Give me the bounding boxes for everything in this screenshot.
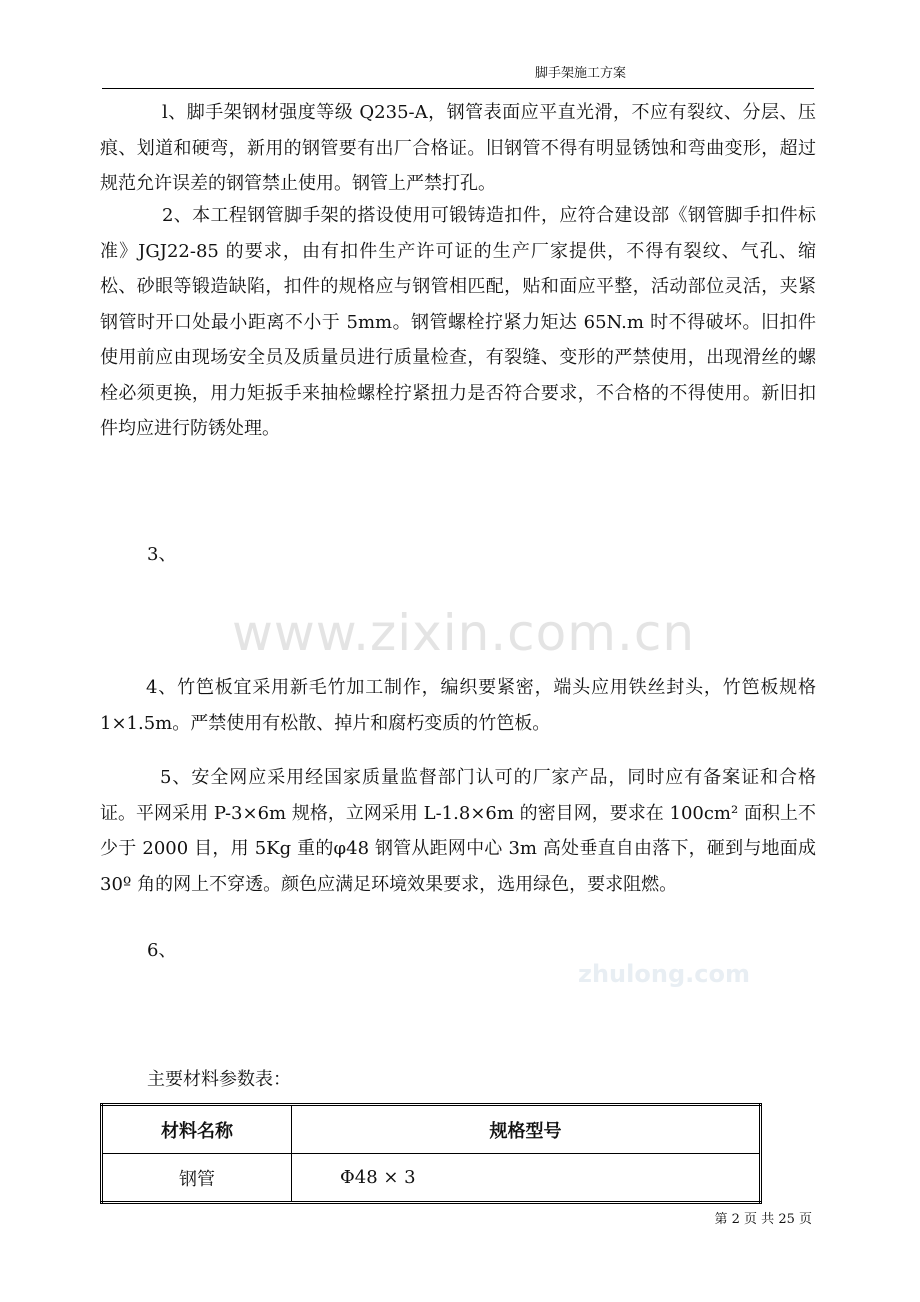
paragraph-4: 4、竹笆板宜采用新毛竹加工制作，编织要紧密，端头应用铁丝封头，竹笆板规格 1×1.5m。严禁使用有松散、掉片和腐朽变质的竹笆板。 (100, 677, 816, 734)
materials-table (100, 1103, 762, 1204)
cell-material: 钢管 (102, 1154, 292, 1203)
table-header-row (102, 1105, 761, 1154)
watermark-main: www.zixin.com.cn (232, 604, 696, 662)
header-material-name: 材料名称 (102, 1105, 292, 1154)
table-row (102, 1154, 761, 1203)
paragraph-2: 2、本工程钢管脚手架的搭设使用可锻铸造扣件，应符合建设部《钢管脚手扣件标准》JGJ22-85 的要求，由有扣件生产许可证的生产厂家提供，不得有裂纹、气孔、缩松、砂眼等锻造缺陷，扣件的规格应与钢管相匹配，贴和面应平整，活动部位灵活，夹紧钢管时开口处最小距离不小于 5mm。钢管螺栓拧紧力矩达 65N.m 时不得破坏。旧扣件使用前应由现场安全员及质量员进行质量检查，有裂缝、变形的严禁使用，出现滑丝的螺栓必须更换，用力矩扳手来抽检螺栓拧紧扭力是否符合要求，不合格的不得使用。新旧扣件均应进行防锈处理。 (100, 205, 816, 439)
table-caption: 主要材料参数表： (147, 1069, 291, 1090)
paragraph-1: l、脚手架钢材强度等级 Q235-A，钢管表面应平直光滑，不应有裂纹、分层、压痕、划道和硬弯，新用的钢管要有出厂合格证。旧钢管不得有明显锈蚀和弯曲变形，超过规范允许误差的钢管禁止使用。钢管上严禁打孔。 (100, 102, 816, 194)
header-title: 脚手架施工方案 (534, 66, 626, 81)
page-footer: 第 2 页 共 25 页 (714, 1212, 812, 1227)
watermark-secondary: zhulong.com (578, 960, 750, 988)
cell-spec: Φ48 × 3 (292, 1154, 761, 1203)
page-header (102, 62, 814, 89)
paragraph-3: 3、 (147, 544, 177, 565)
paragraph-6: 6、 (147, 940, 177, 961)
header-specification: 规格型号 (292, 1105, 761, 1154)
paragraph-5: 5、安全网应采用经国家质量监督部门认可的厂家产品，同时应有备案证和合格证。平网采用 P-3×6m 规格，立网采用 L-1.8×6m 的密目网，要求在 100cm² 面积上不少于 2000 目，用 5Kg 重的φ48 钢管从距网中心 3m 高处垂直自由落下，砸到与地面成 30º 角的网上不穿透。颜色应满足环境效果要求，选用绿色，要求阻燃。 (100, 767, 816, 895)
